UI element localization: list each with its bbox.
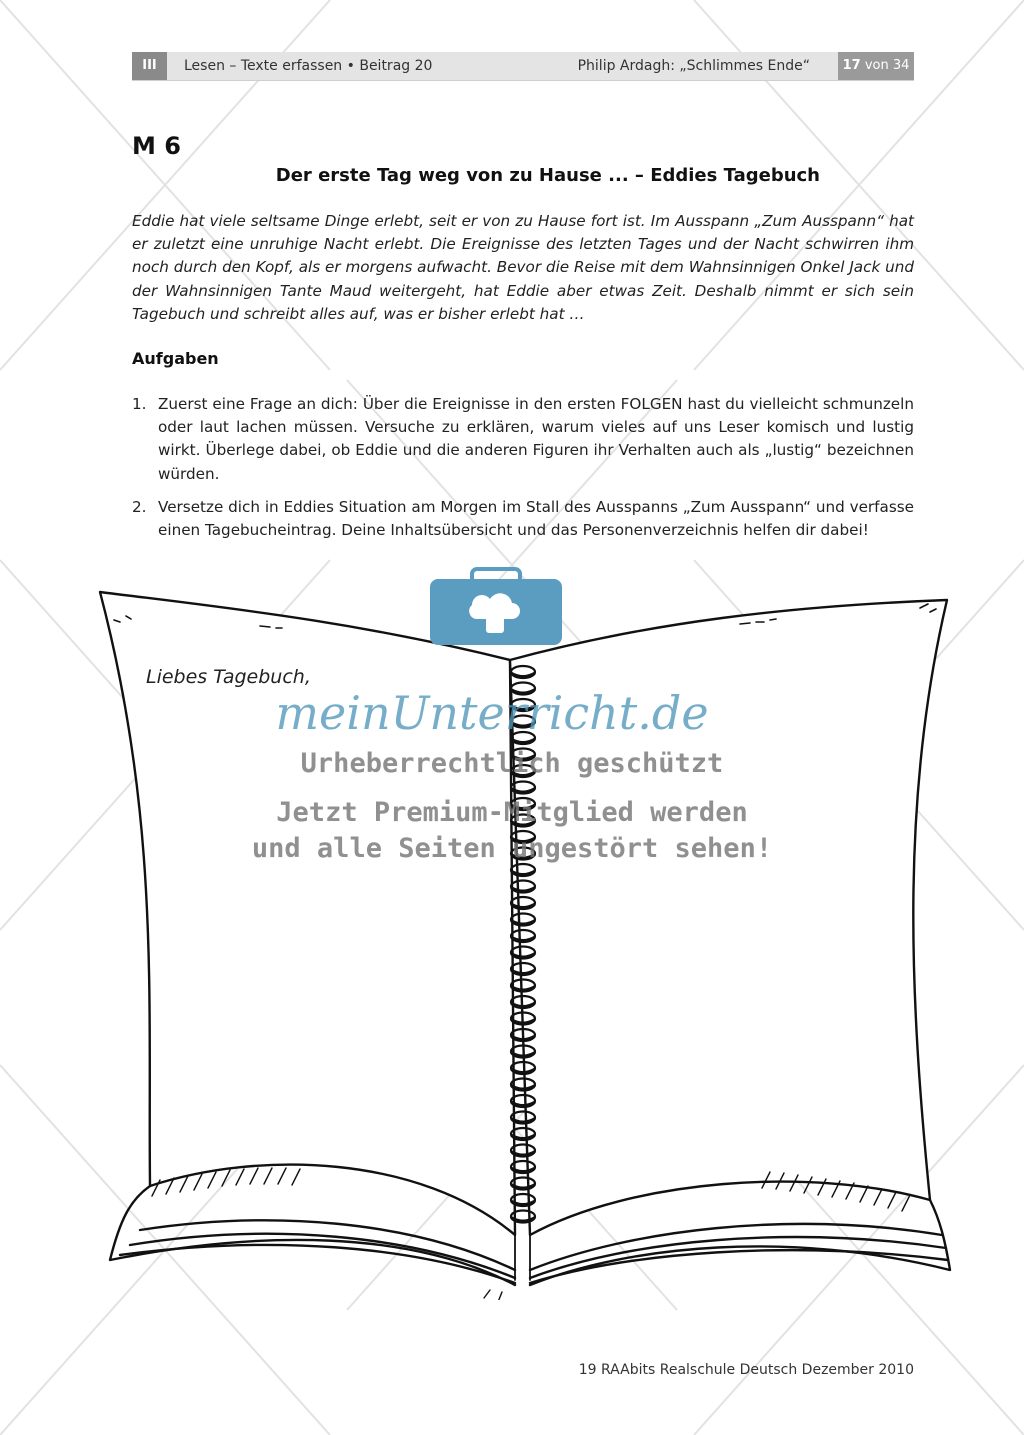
material-label: M 6 [132,132,181,160]
spiral-ring-shadow [511,1086,535,1090]
task-list [132,393,914,552]
spiral-ring-shadow [511,1102,535,1106]
spiral-ring-shadow [511,1152,535,1156]
watermark-brand: meinUnterricht.de [275,686,709,740]
task-number: 1. [132,395,147,413]
page-of: von 34 [864,58,910,73]
page-current: 17 [842,58,861,73]
watermark-line-2: Jetzt Premium-Mitglied werden [276,797,748,828]
task-text: Versetze dich in Eddies Situation am Morgen im Stall des Ausspanns „Zum Ausspann“ und verfasse einen Tagebucheintrag. Deine Inhaltsübersicht und das Personenverzeichnis helfen dir dabei! [158,497,914,540]
diary-greeting: Liebes Tagebuch, [146,666,311,688]
page-footer: 19 RAAbits Realschule Deutsch Dezember 2010 [578,1362,914,1378]
task-text: Zuerst eine Frage an dich: Über die Ereignisse in den ersten FOLGEN hast du vielleicht schmunzeln oder laut lachen müssen. Versuche zu erklären, warum vieles auf uns Leser komisch und lustig wirkt. Überlege dabei, ob Eddie und die anderen Figuren ihr Verhalten auch als „lustig“ bezeichnen würden. [158,395,914,483]
spiral-ring-shadow [511,1185,535,1189]
task-item [132,496,914,542]
page-title: Der erste Tag weg von zu Hause ... – Eddies Tagebuch [275,165,820,186]
intro-text: Eddie hat viele seltsame Dinge erlebt, seit er von zu Hause fort ist. Im Ausspann „Zum Ausspann“ hat er zuletzt eine unruhige Nacht erlebt. Die Ereignisse des letzten Tages und der Nacht schwirren ihm noch durch den Kopf, als er morgens aufwacht. Bevor die Reise mit dem Wahnsinnigen Onkel Jack und der Wahnsinnigen Tante Maud weitergeht, hat Eddie aber etwas Zeit. Deshalb nimmt er sich sein Tagebuch und schreibt alles auf, was er bisher erlebt hat … [132,212,914,323]
section-badge: III [132,52,167,80]
briefcase-cloud-icon [428,567,564,647]
page-header [132,52,914,81]
task-number: 2. [132,497,147,516]
header-left-text: Lesen – Texte erfassen • Beitrag 20 [184,58,433,74]
task-item [132,393,914,486]
spiral-ring-shadow [511,1135,535,1139]
page-number [838,52,914,80]
spiral-ring-shadow [511,1218,535,1222]
spiral-ring-shadow [511,1168,535,1172]
watermark-line-3: und alle Seiten ungestört sehen! [251,833,773,864]
watermark-line-1: Urheberrechtlich geschützt [300,748,724,779]
header-right-text: Philip Ardagh: „Schlimmes Ende“ [577,58,810,74]
spiral-ring-shadow [511,1069,535,1073]
tasks-heading: Aufgaben [132,349,219,368]
spiral-ring-shadow [511,1201,535,1205]
spiral-ring-shadow [511,1119,535,1123]
